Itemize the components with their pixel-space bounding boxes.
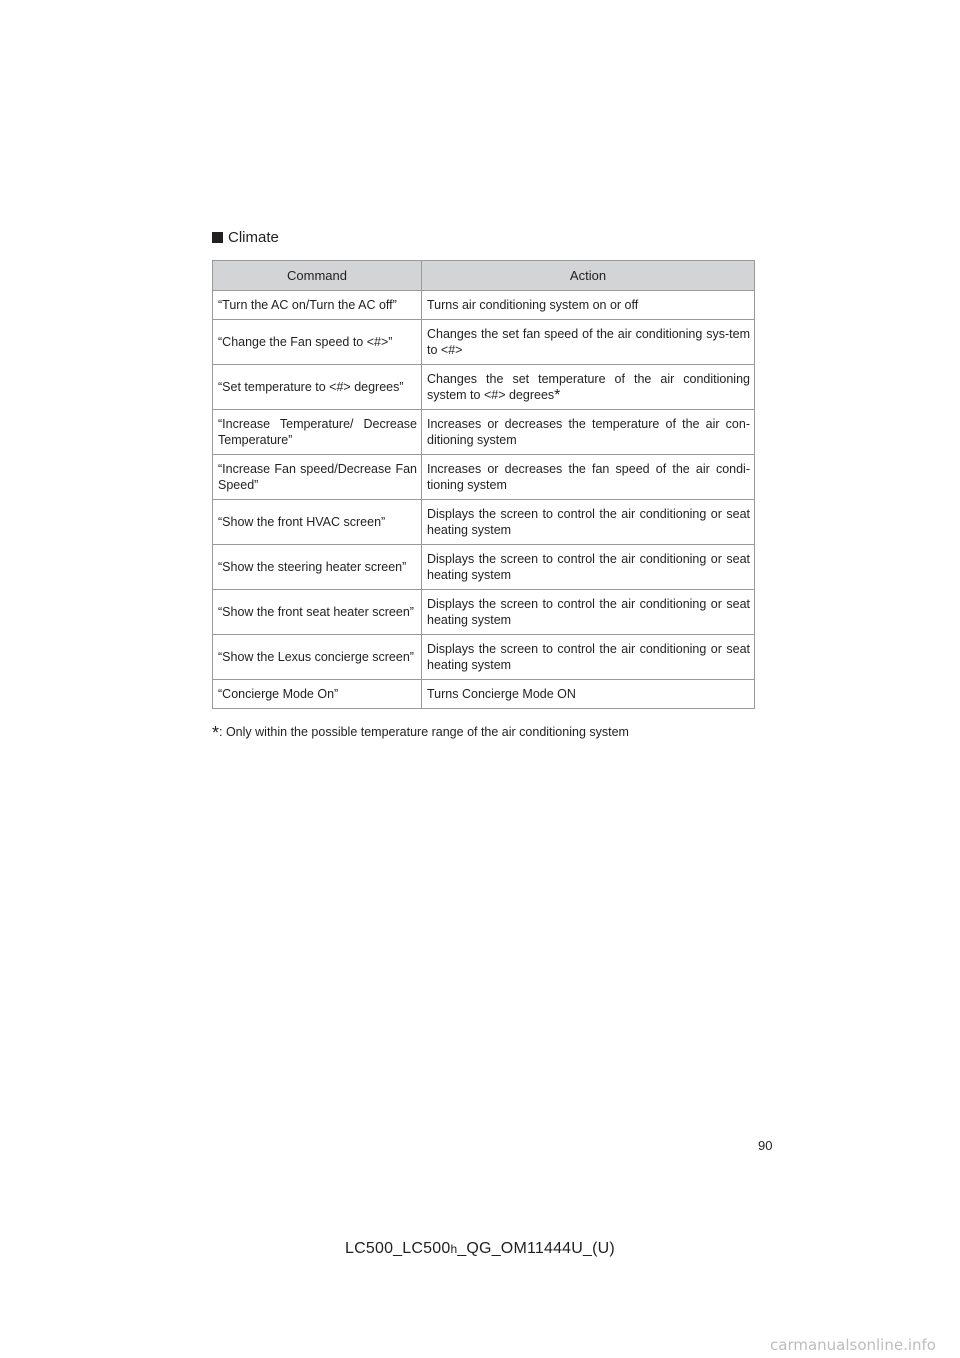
doc-id-sub: h	[450, 1242, 458, 1256]
action-cell: Displays the screen to control the air conditioning or seat heating system	[422, 545, 755, 590]
command-table	[212, 260, 754, 709]
action-cell: Displays the screen to control the air conditioning or seat heating system	[422, 635, 755, 680]
action-cell: Displays the screen to control the air conditioning or seat heating system	[422, 500, 755, 545]
action-cell: Displays the screen to control the air conditioning or seat heating system	[422, 590, 755, 635]
table-row	[213, 545, 755, 590]
command-cell: “Set temperature to <#> degrees”	[213, 365, 422, 410]
footnote-star: *	[212, 723, 220, 743]
section-square-icon	[212, 232, 223, 243]
action-cell: Turns air conditioning system on or off	[422, 291, 755, 320]
doc-id-main: LC500_LC500	[345, 1240, 451, 1257]
table-row	[213, 320, 755, 365]
table-row	[213, 455, 755, 500]
section-heading	[212, 229, 279, 246]
command-cell: “Show the front seat heater screen”	[213, 590, 422, 635]
table-row	[213, 410, 755, 455]
header-command: Command	[213, 261, 422, 291]
table-row	[213, 635, 755, 680]
command-cell: “Increase Temperature/ Decrease Temperature”	[213, 410, 422, 455]
command-cell: “Turn the AC on/Turn the AC off”	[213, 291, 422, 320]
table-row	[213, 365, 755, 410]
action-text: Changes the set temperature of the air conditioning system to <#> degrees	[427, 372, 750, 402]
action-cell: Increases or decreases the temperature of the air con-ditioning system	[422, 410, 755, 455]
command-cell: “Show the steering heater screen”	[213, 545, 422, 590]
action-cell: Increases or decreases the fan speed of the air condi-tioning system	[422, 455, 755, 500]
footnote-mark: *	[554, 387, 561, 404]
command-cell: “Show the front HVAC screen”	[213, 500, 422, 545]
action-cell: Changes the set fan speed of the air conditioning sys-tem to <#>	[422, 320, 755, 365]
table-row	[213, 590, 755, 635]
command-cell: “Concierge Mode On”	[213, 680, 422, 709]
action-cell: Turns Concierge Mode ON	[422, 680, 755, 709]
watermark: carmanualsonline.info	[770, 1336, 936, 1354]
action-cell	[422, 365, 755, 410]
footnote	[212, 720, 629, 741]
command-cell: “Change the Fan speed to <#>”	[213, 320, 422, 365]
footnote-text: : Only within the possible temperature range of the air conditioning system	[219, 725, 629, 739]
command-cell: “Show the Lexus concierge screen”	[213, 635, 422, 680]
command-cell: “Increase Fan speed/Decrease Fan Speed”	[213, 455, 422, 500]
page-number: 90	[758, 1138, 773, 1153]
table-row	[213, 500, 755, 545]
doc-id-tail: _QG_OM11444U_(U)	[457, 1240, 615, 1257]
table-header-row	[213, 261, 755, 291]
header-action: Action	[422, 261, 755, 291]
table-row	[213, 680, 755, 709]
section-title: Climate	[228, 229, 279, 246]
table-row	[213, 291, 755, 320]
document-id	[0, 1240, 960, 1258]
